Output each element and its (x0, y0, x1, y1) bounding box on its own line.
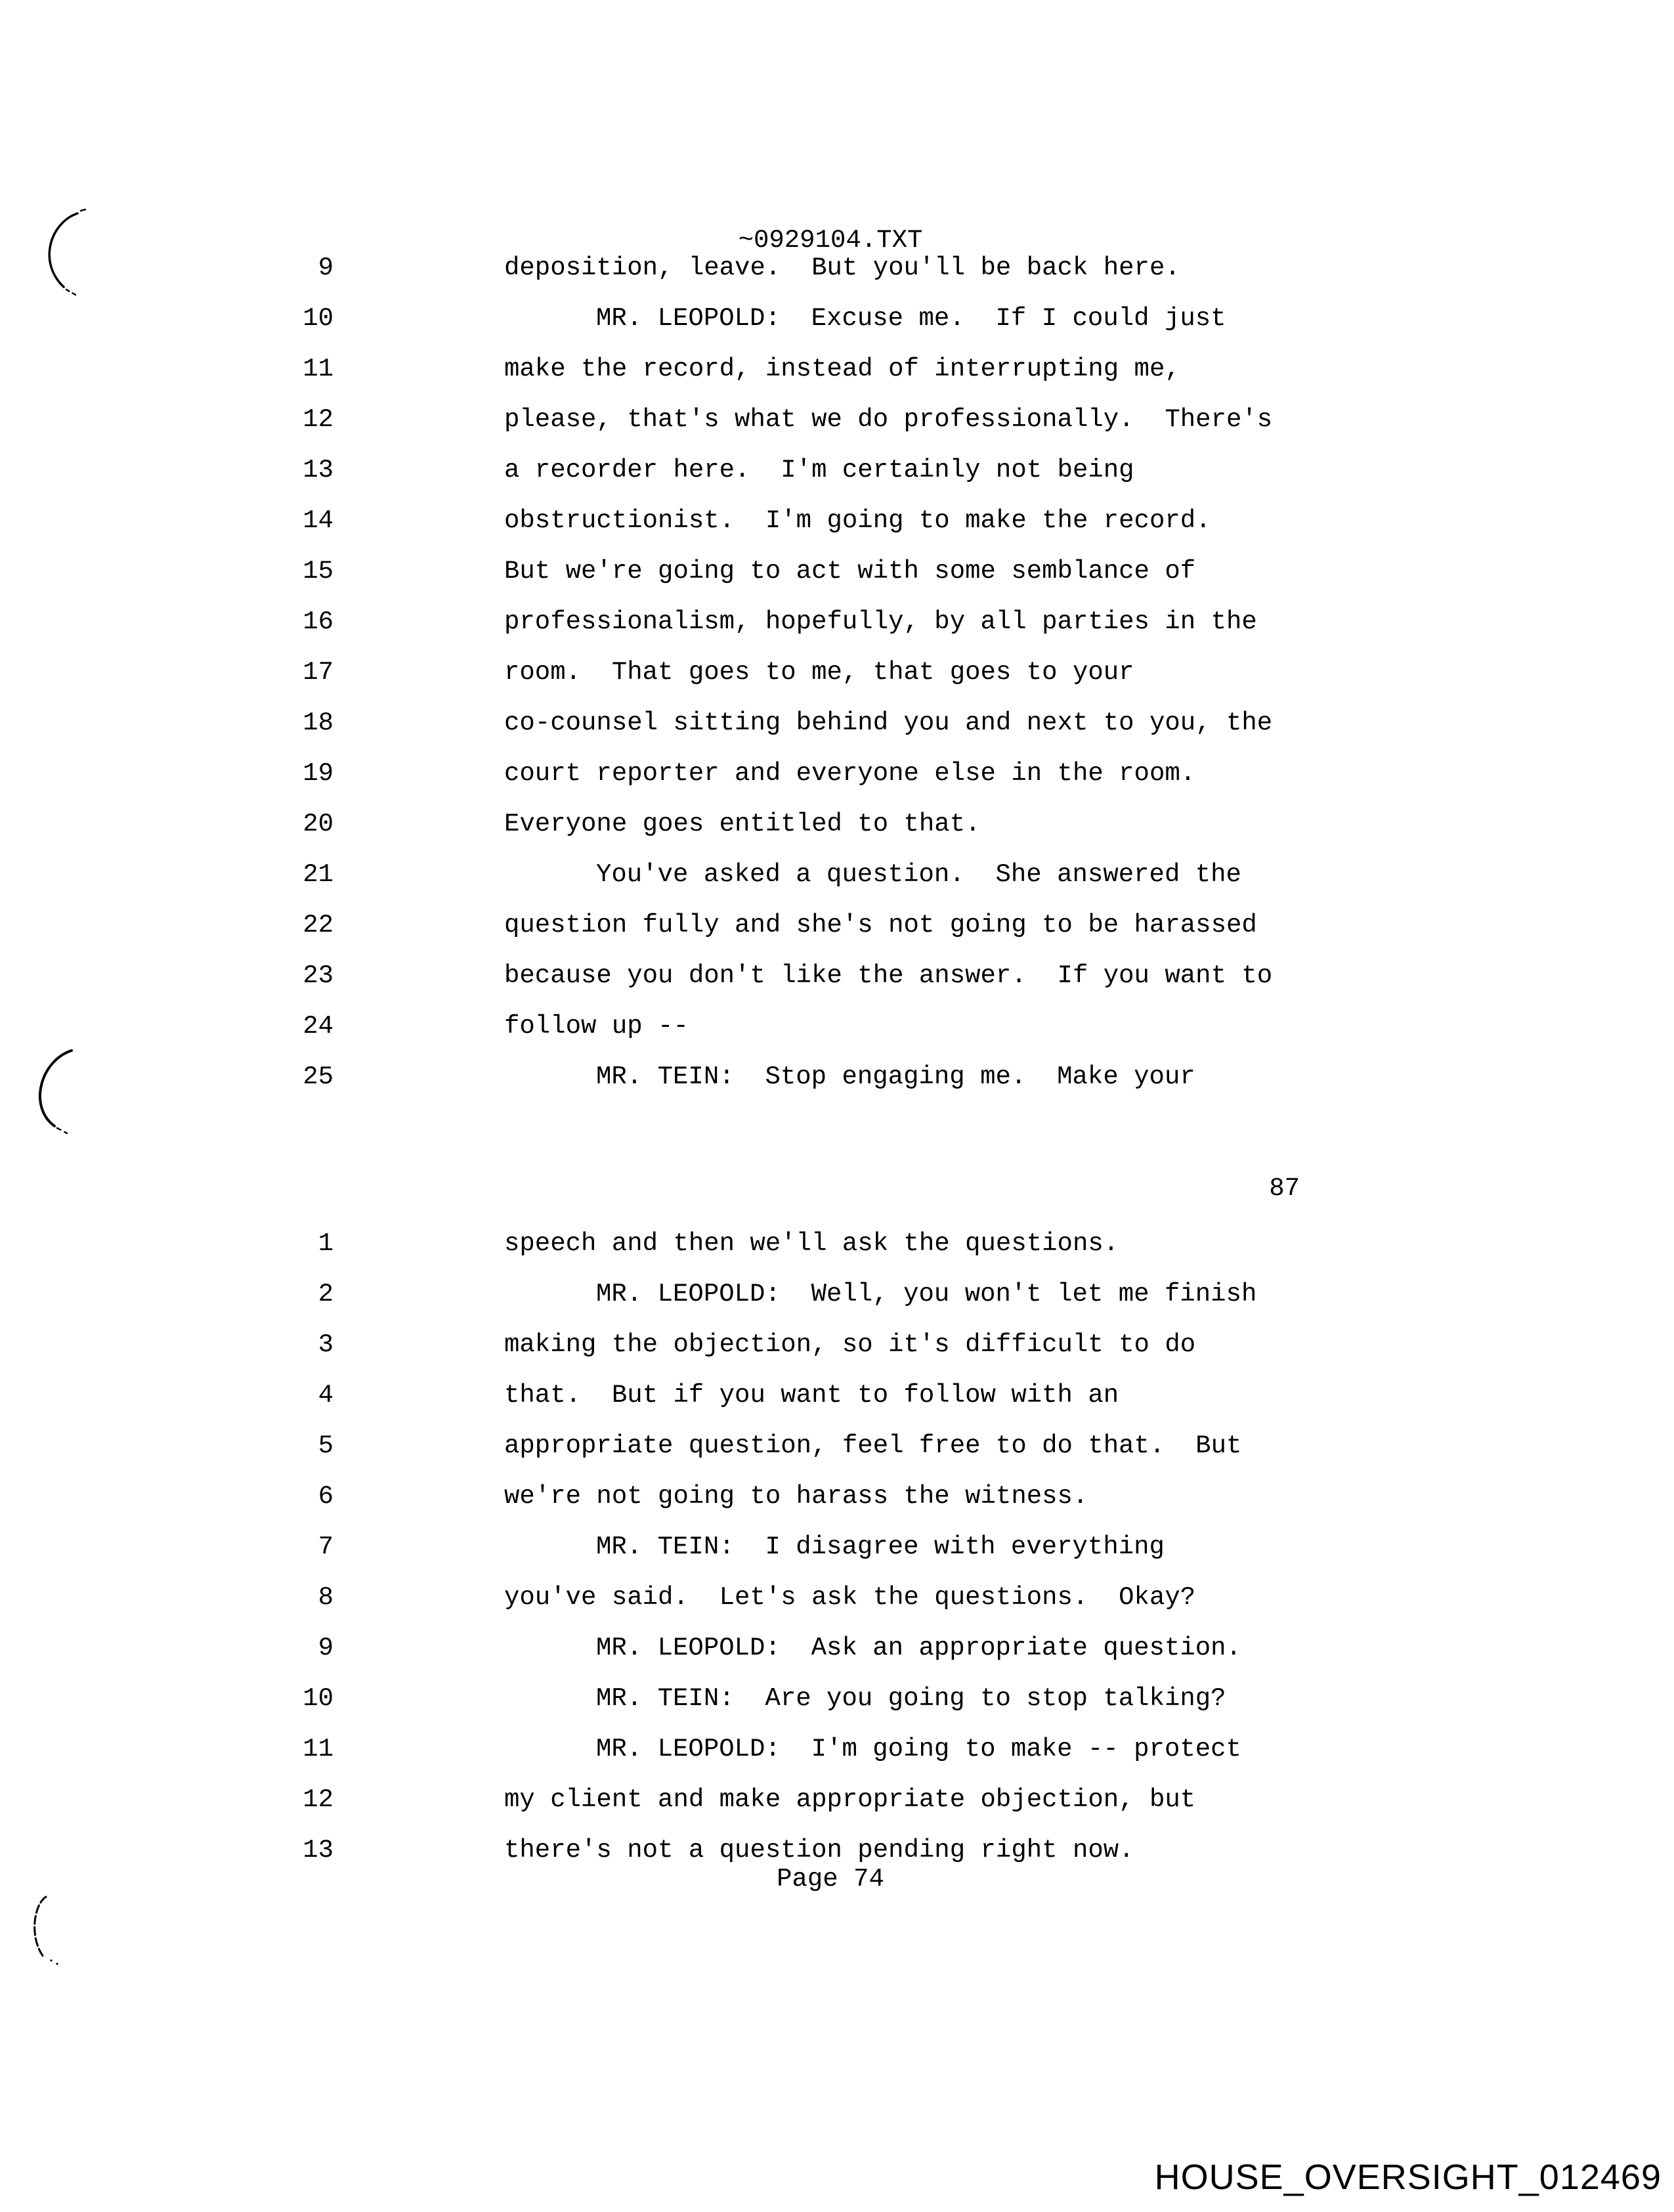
line-text: that. But if you want to follow with an (504, 1380, 1119, 1410)
transcript-line (0, 445, 1674, 495)
transcript-line (0, 798, 1674, 849)
line-text: because you don't like the answer. If you want to (504, 961, 1273, 990)
transcript-line (0, 1673, 1674, 1724)
line-text: Everyone goes entitled to that. (504, 809, 981, 838)
punch-hole-mark-3 (28, 1891, 74, 1973)
line-number: 10 (303, 1683, 333, 1713)
line-text: we're not going to harass the witness. (504, 1481, 1088, 1511)
line-number: 22 (303, 910, 333, 940)
transcript-line (0, 1521, 1674, 1572)
transcript-line (0, 1420, 1674, 1471)
line-text: appropriate question, feel free to do that. But (504, 1431, 1242, 1460)
line-number: 6 (318, 1481, 333, 1511)
line-number: 13 (303, 1835, 333, 1865)
line-number: 18 (303, 708, 333, 737)
line-text: question fully and she's not going to be harassed (504, 910, 1257, 940)
line-text: obstructionist. I'm going to make the record. (504, 506, 1211, 535)
line-text: make the record, instead of interrupting me, (504, 354, 1180, 383)
line-text: room. That goes to me, that goes to your (504, 657, 1134, 687)
line-number: 9 (318, 1633, 333, 1662)
transcript-line (0, 596, 1674, 647)
line-text: MR. LEOPOLD: I'm going to make -- protect (596, 1734, 1241, 1764)
line-number: 12 (303, 404, 333, 434)
line-text: MR. TEIN: Stop engaging me. Make your (596, 1062, 1195, 1091)
transcript-line (0, 1319, 1674, 1370)
transcript-line (0, 1724, 1674, 1774)
transcript-line (0, 647, 1674, 697)
line-text: But we're going to act with some semblance of (504, 556, 1196, 586)
line-text: deposition, leave. But you'll be back here. (504, 253, 1180, 282)
transcript-line (0, 1218, 1674, 1269)
line-text: professionalism, hopefully, by all parties in the (504, 607, 1257, 636)
line-text: co-counsel sitting behind you and next to you, the (504, 708, 1273, 737)
line-number: 3 (318, 1330, 333, 1359)
transcript-line (0, 950, 1674, 1001)
transcript-line (0, 849, 1674, 900)
line-number: 16 (303, 607, 333, 636)
transcript-line (0, 1051, 1674, 1102)
line-number: 12 (303, 1785, 333, 1814)
line-number: 25 (303, 1062, 333, 1091)
line-text: you've said. Let's ask the questions. Okay? (504, 1582, 1196, 1612)
transcript-line (0, 748, 1674, 798)
transcript-line (0, 1370, 1674, 1420)
line-text: MR. TEIN: Are you going to stop talking? (596, 1683, 1226, 1713)
line-number: 7 (318, 1532, 333, 1561)
transcript-line (0, 1774, 1674, 1825)
transcript-block-2 (0, 1218, 1674, 1875)
footer-page-label: Page 74 (777, 1865, 884, 1894)
line-number: 11 (303, 354, 333, 383)
bates-stamp: HOUSE_OVERSIGHT_012469 (1154, 2158, 1662, 2197)
line-text: court reporter and everyone else in the room. (504, 758, 1196, 788)
transcript-line (0, 1572, 1674, 1622)
line-text: MR. TEIN: I disagree with everything (596, 1532, 1165, 1561)
transcript-line (0, 1471, 1674, 1521)
line-number: 15 (303, 556, 333, 586)
transcript-line (0, 394, 1674, 445)
line-number: 13 (303, 455, 333, 485)
line-number: 5 (318, 1431, 333, 1460)
line-text: my client and make appropriate objection, but (504, 1785, 1196, 1814)
line-number: 19 (303, 758, 333, 788)
transcript-line (0, 495, 1674, 546)
line-text: You've asked a question. She answered the (596, 859, 1241, 889)
line-text: follow up -- (504, 1011, 689, 1041)
transcript-block-1 (0, 242, 1674, 1102)
line-number: 2 (318, 1279, 333, 1309)
line-number: 21 (303, 859, 333, 889)
transcript-line (0, 697, 1674, 748)
line-number: 14 (303, 506, 333, 535)
line-number: 20 (303, 809, 333, 838)
line-number: 24 (303, 1011, 333, 1041)
transcript-line (0, 1622, 1674, 1673)
transcript-line (0, 546, 1674, 596)
transcript-line (0, 1001, 1674, 1051)
transcript-line (0, 900, 1674, 950)
line-number: 4 (318, 1380, 333, 1410)
line-number: 1 (318, 1228, 333, 1258)
transcript-line (0, 343, 1674, 394)
line-number: 8 (318, 1582, 333, 1612)
header-filename: ~0929104.TXT (738, 226, 923, 255)
transcript-line (0, 1269, 1674, 1319)
line-text: speech and then we'll ask the questions. (504, 1228, 1119, 1258)
line-number: 17 (303, 657, 333, 687)
line-number: 11 (303, 1734, 333, 1764)
transcript-line (0, 293, 1674, 343)
line-text: MR. LEOPOLD: Well, you won't let me finish (596, 1279, 1257, 1309)
line-text: making the objection, so it's difficult to do (504, 1330, 1196, 1359)
line-text: MR. LEOPOLD: Ask an appropriate question. (596, 1633, 1241, 1662)
page-number: 87 (1269, 1174, 1300, 1203)
line-number: 10 (303, 303, 333, 333)
line-number: 23 (303, 961, 333, 990)
line-text: a recorder here. I'm certainly not being (504, 455, 1134, 485)
line-text: there's not a question pending right now. (504, 1835, 1134, 1865)
line-text: please, that's what we do professionally. There's (504, 404, 1273, 434)
line-number: 9 (318, 253, 333, 282)
transcript-line (0, 242, 1674, 293)
line-text: MR. LEOPOLD: Excuse me. If I could just (596, 303, 1226, 333)
